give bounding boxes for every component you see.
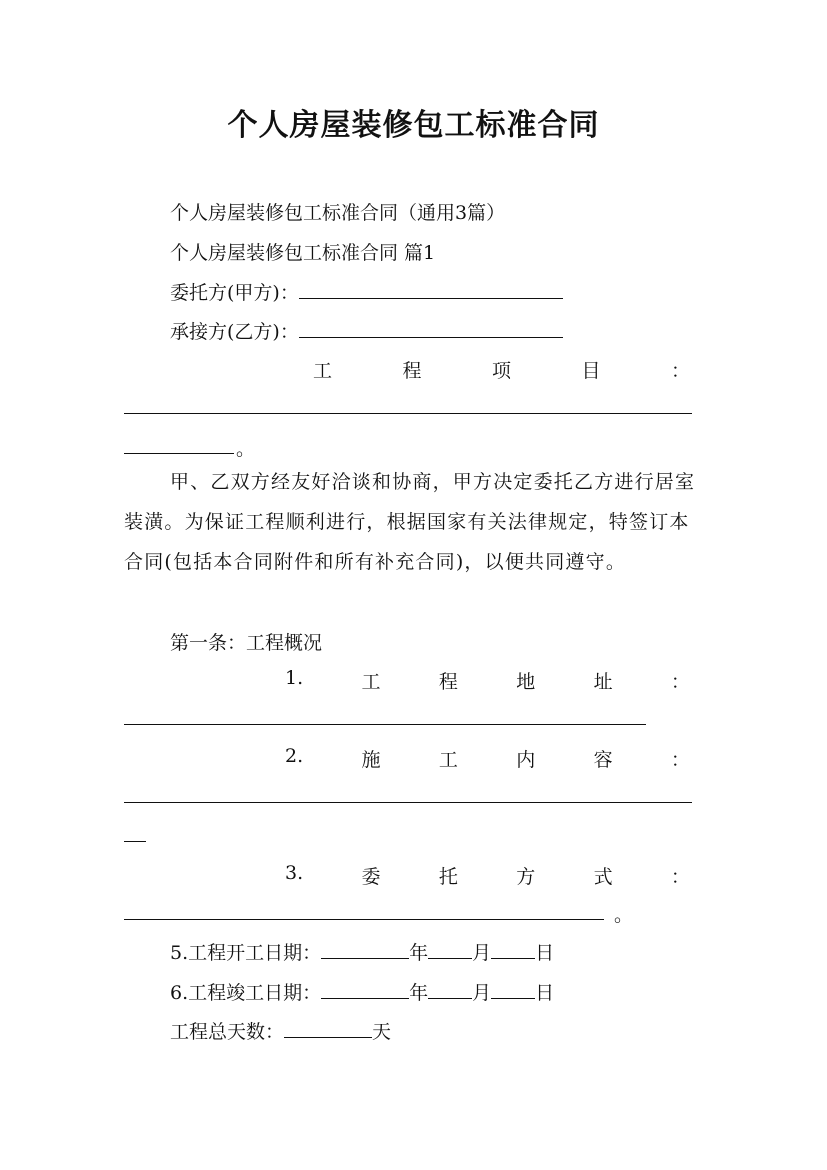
item1-char-4: 址 [593,671,613,693]
document-subtitle: 个人房屋装修包工标准合同（通用3篇） [170,202,506,224]
item5-line [170,938,554,965]
item6-day: 日 [535,982,555,1004]
item3-char-1: 委 [361,866,381,888]
item5-label: 5.工程开工日期： [170,942,322,964]
item3-row [285,862,690,889]
contractor-line [170,317,563,344]
item5-day-blank [491,940,535,959]
item3-char-4: 式 [593,866,613,888]
contractor-blank [299,319,563,338]
client-blank [299,280,563,299]
item5-year: 年 [409,942,429,964]
item1-row [285,667,690,694]
item2-char-2: 工 [438,749,458,771]
item3-char-2: 托 [438,866,458,888]
item5-month-blank [428,940,472,959]
client-label: 委托方(甲方)： [170,282,299,304]
item3-blank-line [124,919,604,920]
item5-day: 日 [535,942,555,964]
item6-line [170,978,554,1005]
item3-colon: ： [670,866,690,888]
project-char-3: 项 [491,360,511,382]
item2-row [285,745,690,772]
item1-char-1: 工 [361,671,381,693]
item2-number: 2. [285,745,304,767]
project-blank-line-2 [124,453,234,454]
intro-paragraph: 甲、乙双方经友好洽谈和协商，甲方决定委托乙方进行居室装潢。为保证工程顺利进行，根据国家有关法律规定，特签订本合同(包括本合同附件和所有补充合同)，以便共同遵守。 [124,471,696,573]
total-days-line [170,1017,391,1044]
part-title: 个人房屋装修包工标准合同 篇1 [170,242,436,264]
item1-char-3: 地 [516,671,536,693]
item1-number: 1. [285,667,304,689]
item1-blank-line [124,724,646,725]
item2-char-3: 内 [516,749,536,771]
project-period: 。 [236,438,256,460]
item5-year-blank [321,940,409,959]
project-char-1: 工 [313,360,333,382]
project-blank-line-1 [124,413,692,414]
item6-month: 月 [472,982,492,1004]
project-label-row [313,356,690,383]
item3-char-3: 方 [516,866,536,888]
document-title: 个人房屋装修包工标准合同 [227,108,600,143]
item5-month: 月 [472,942,492,964]
item6-year: 年 [409,982,429,1004]
item2-blank-line-1 [124,802,692,803]
total-days-label: 工程总天数： [170,1021,285,1043]
item2-blank-line-2 [124,841,146,842]
contractor-label: 承接方(乙方)： [170,321,299,343]
item1-colon: ： [670,671,690,693]
total-days-blank [284,1019,372,1038]
item6-year-blank [321,980,409,999]
client-line [170,278,563,305]
project-colon: ： [670,360,690,382]
item6-day-blank [491,980,535,999]
total-days-unit: 天 [372,1021,392,1043]
item6-label: 6.工程竣工日期： [170,982,322,1004]
item6-month-blank [428,980,472,999]
item2-colon: ： [670,749,690,771]
item2-char-4: 容 [593,749,613,771]
project-char-4: 目 [581,360,601,382]
item2-char-1: 施 [361,749,381,771]
project-char-2: 程 [402,360,422,382]
item1-char-2: 程 [438,671,458,693]
article1-title: 第一条：工程概况 [170,632,323,654]
item3-number: 3. [285,862,304,884]
item3-period: 。 [614,904,634,926]
